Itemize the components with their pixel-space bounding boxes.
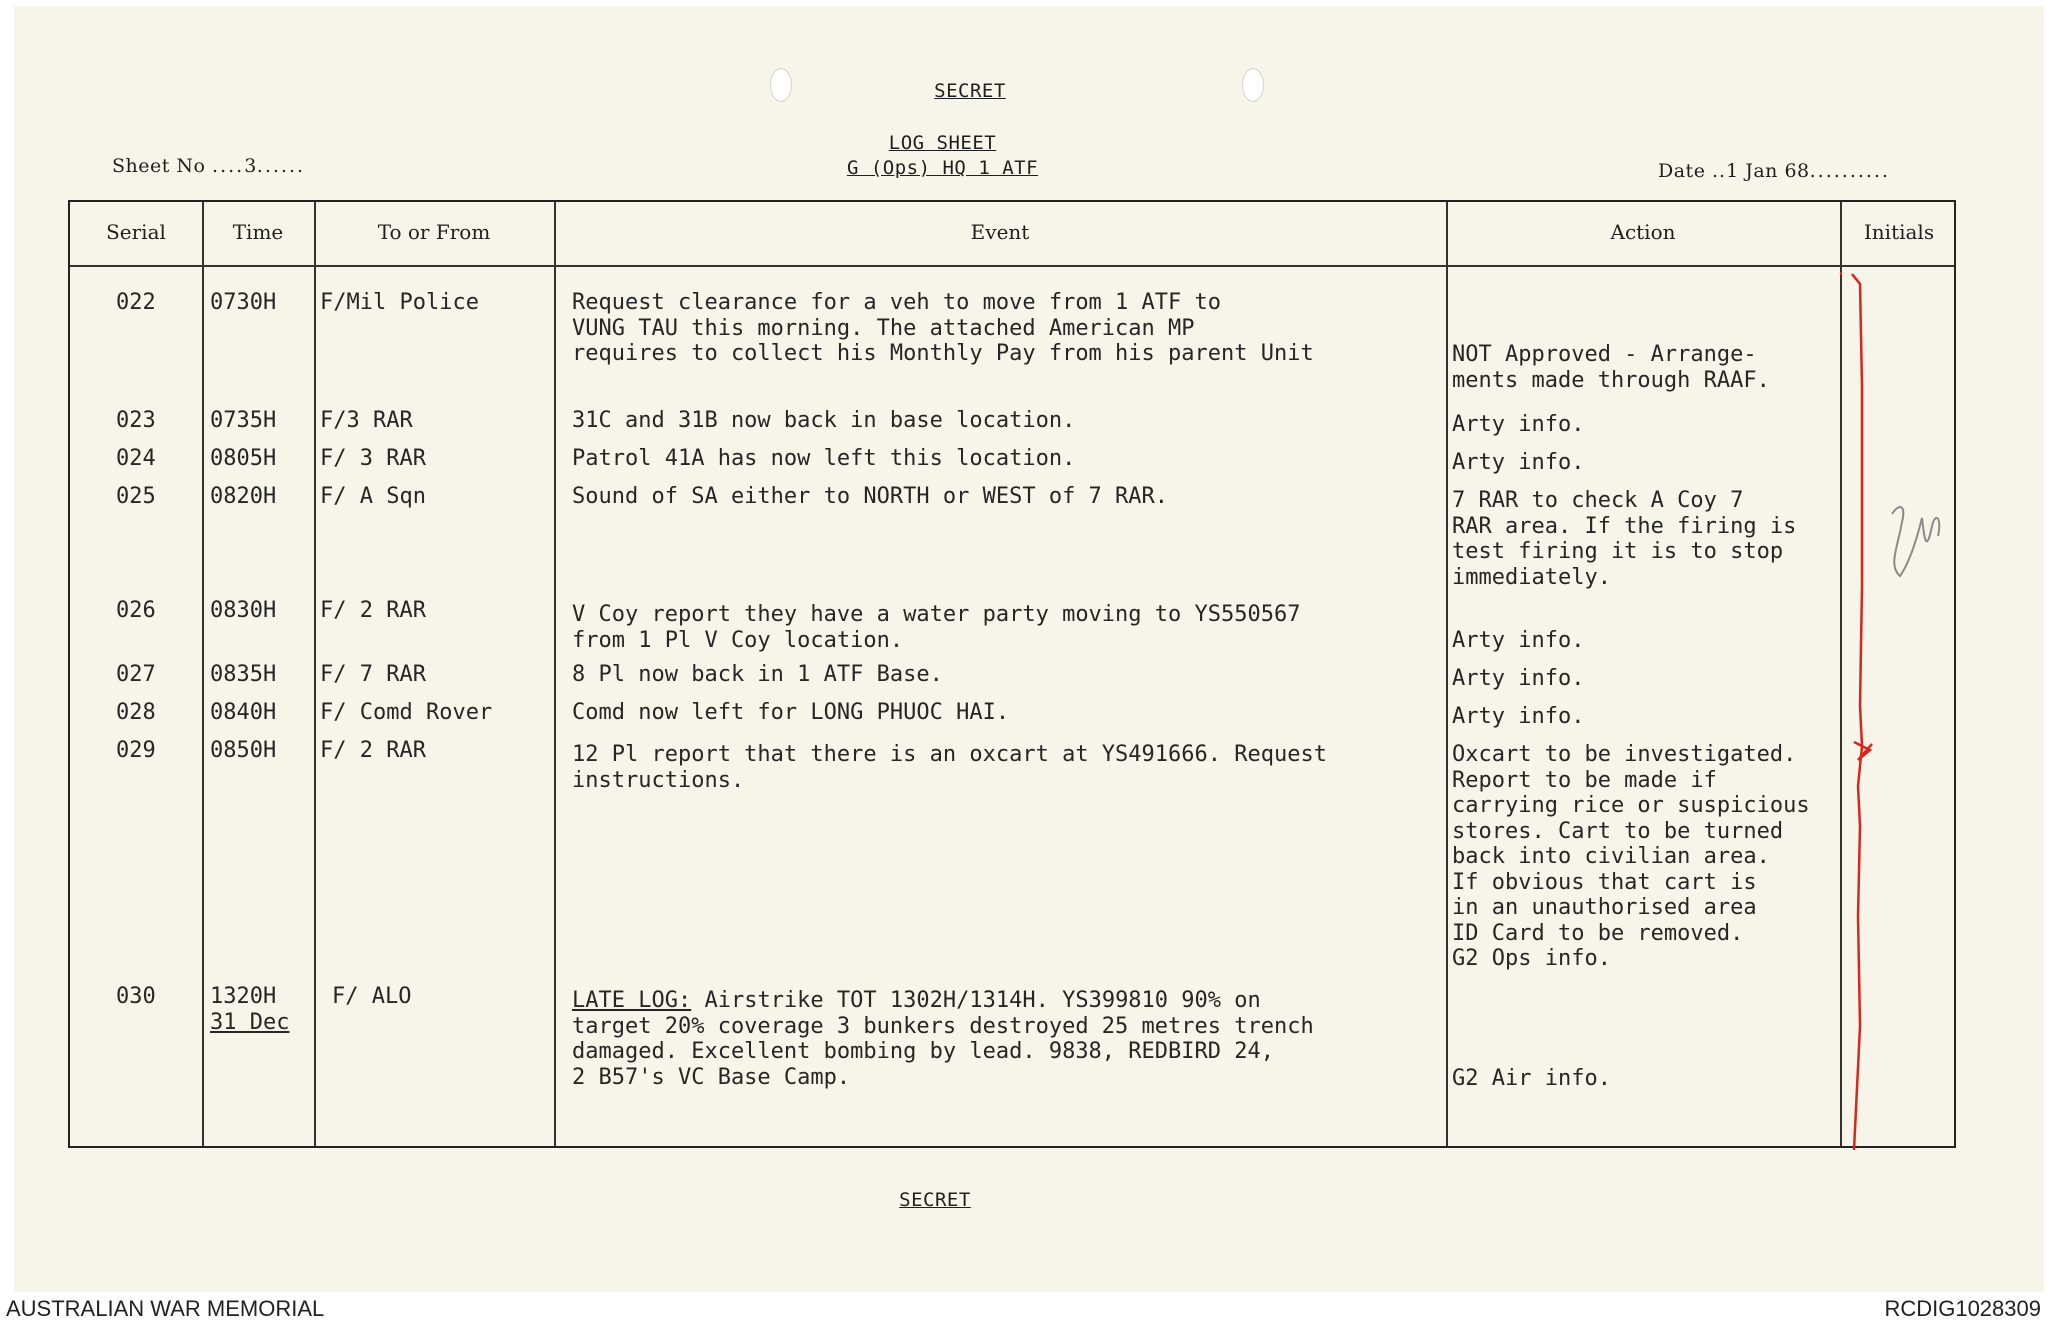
title-line-1: LOG SHEET bbox=[888, 132, 997, 154]
to-or-from-cell: F/ ALO bbox=[332, 984, 412, 1009]
column-header-serial: Serial bbox=[106, 220, 166, 244]
event-cell: 31C and 31B now back in base location. bbox=[572, 408, 1076, 433]
to-or-from-cell: F/ 2 RAR bbox=[320, 598, 426, 623]
time-cell: 0840H bbox=[210, 700, 277, 725]
event-cell bbox=[572, 988, 1314, 1090]
time-cell: 1320H bbox=[210, 984, 277, 1009]
date-label: Date bbox=[1658, 160, 1706, 182]
column-header-time: Time bbox=[232, 220, 284, 244]
event-cell: Patrol 41A has now left this location. bbox=[572, 446, 1076, 471]
column-header-action: Action bbox=[1610, 220, 1676, 244]
classification-top: SECRET bbox=[934, 80, 1006, 102]
event-cell: 8 Pl now back in 1 ATF Base. bbox=[572, 662, 943, 687]
serial-cell: 022 bbox=[116, 290, 156, 315]
time-cell: 0805H bbox=[210, 446, 277, 471]
column-header-initials: Initials bbox=[1863, 220, 1935, 244]
serial-cell: 026 bbox=[116, 598, 156, 623]
event-cell: Sound of SA either to NORTH or WEST of 7 RAR. bbox=[572, 484, 1169, 509]
action-cell: 7 RAR to check A Coy 7 RAR area. If the firing is test firing it is to stop immediately. bbox=[1452, 488, 1797, 590]
title-line-2: G (Ops) HQ 1 ATF bbox=[846, 157, 1039, 179]
sheet-value: 3 bbox=[244, 155, 257, 177]
archive-footer bbox=[0, 1292, 2047, 1326]
action-cell: Arty info. bbox=[1452, 704, 1585, 729]
log-table bbox=[68, 200, 1956, 1148]
to-or-from-cell: F/3 RAR bbox=[320, 408, 413, 433]
time-cell: 0850H bbox=[210, 738, 277, 763]
to-or-from-cell: F/ 3 RAR bbox=[320, 446, 426, 471]
serial-cell: 030 bbox=[116, 984, 156, 1009]
serial-cell: 025 bbox=[116, 484, 156, 509]
date-value: 1 Jan 68 bbox=[1726, 160, 1810, 182]
footer-institution: AUSTRALIAN WAR MEMORIAL bbox=[6, 1296, 325, 1321]
event-cell: Request clearance for a veh to move from 1 ATF to VUNG TAU this morning. The attached American MP requires to collect his Monthly Pay from his parent Unit bbox=[572, 290, 1314, 366]
classification-bottom: SECRET bbox=[899, 1189, 971, 1211]
event-cell: 12 Pl report that there is an oxcart at YS491666. Request instructions. bbox=[572, 742, 1327, 793]
event-text: Airstrike TOT 1302H/1314H. YS399810 90% on target 20% coverage 3 bunkers destroyed 25 metres trench damaged. Excellent bombing by lead. 9838, REDBIRD 24, 2 B57's VC Base Camp. bbox=[572, 988, 1314, 1090]
to-or-from-cell: F/ 7 RAR bbox=[320, 662, 426, 687]
action-cell: G2 Air info. bbox=[1452, 1066, 1611, 1091]
column-header-to-or-from: To or From bbox=[377, 220, 491, 244]
time-date-cell: 31 Dec bbox=[210, 1010, 290, 1035]
action-cell: Arty info. bbox=[1452, 412, 1585, 437]
to-or-from-cell: F/ A Sqn bbox=[320, 484, 426, 509]
action-cell: Arty info. bbox=[1452, 628, 1585, 653]
time-cell: 0730H bbox=[210, 290, 277, 315]
serial-cell: 029 bbox=[116, 738, 156, 763]
to-or-from-cell: F/ 2 RAR bbox=[320, 738, 426, 763]
to-or-from-cell: F/ Comd Rover bbox=[320, 700, 493, 725]
pencil-signature bbox=[1892, 507, 1939, 576]
action-cell: NOT Approved - Arrange- ments made through RAAF. bbox=[1452, 342, 1770, 393]
time-cell: 0820H bbox=[210, 484, 277, 509]
action-cell: Oxcart to be investigated. Report to be made if carrying rice or suspicious stores. Cart to be turned back into civilian area. If obvious that cart is in an unauthorised area ID Card to be removed. G2 Ops info. bbox=[1452, 742, 1810, 971]
red-margin-line bbox=[1852, 274, 1862, 1150]
serial-cell: 028 bbox=[116, 700, 156, 725]
sheet-label: Sheet No bbox=[112, 155, 206, 177]
action-cell: Arty info. bbox=[1452, 666, 1585, 691]
date-field: Date ..1 Jan 68.......... bbox=[1658, 160, 1891, 182]
to-or-from-cell: F/Mil Police bbox=[320, 290, 479, 315]
event-cell: V Coy report they have a water party moving to YS550567 from 1 Pl V Coy location. bbox=[572, 602, 1301, 653]
event-cell: Comd now left for LONG PHUOC HAI. bbox=[572, 700, 1010, 725]
column-header-event: Event bbox=[970, 220, 1030, 244]
serial-cell: 024 bbox=[116, 446, 156, 471]
footer-record-id: RCDIG1028309 bbox=[1884, 1296, 2041, 1321]
late-log-label: LATE LOG: bbox=[572, 988, 692, 1013]
action-cell: Arty info. bbox=[1452, 450, 1585, 475]
initials-annotation bbox=[1840, 266, 1958, 1150]
time-cell: 0735H bbox=[210, 408, 277, 433]
time-cell: 0835H bbox=[210, 662, 277, 687]
time-cell: 0830H bbox=[210, 598, 277, 623]
sheet-number-field: Sheet No ....3...... bbox=[112, 155, 306, 177]
serial-cell: 023 bbox=[116, 408, 156, 433]
serial-cell: 027 bbox=[116, 662, 156, 687]
